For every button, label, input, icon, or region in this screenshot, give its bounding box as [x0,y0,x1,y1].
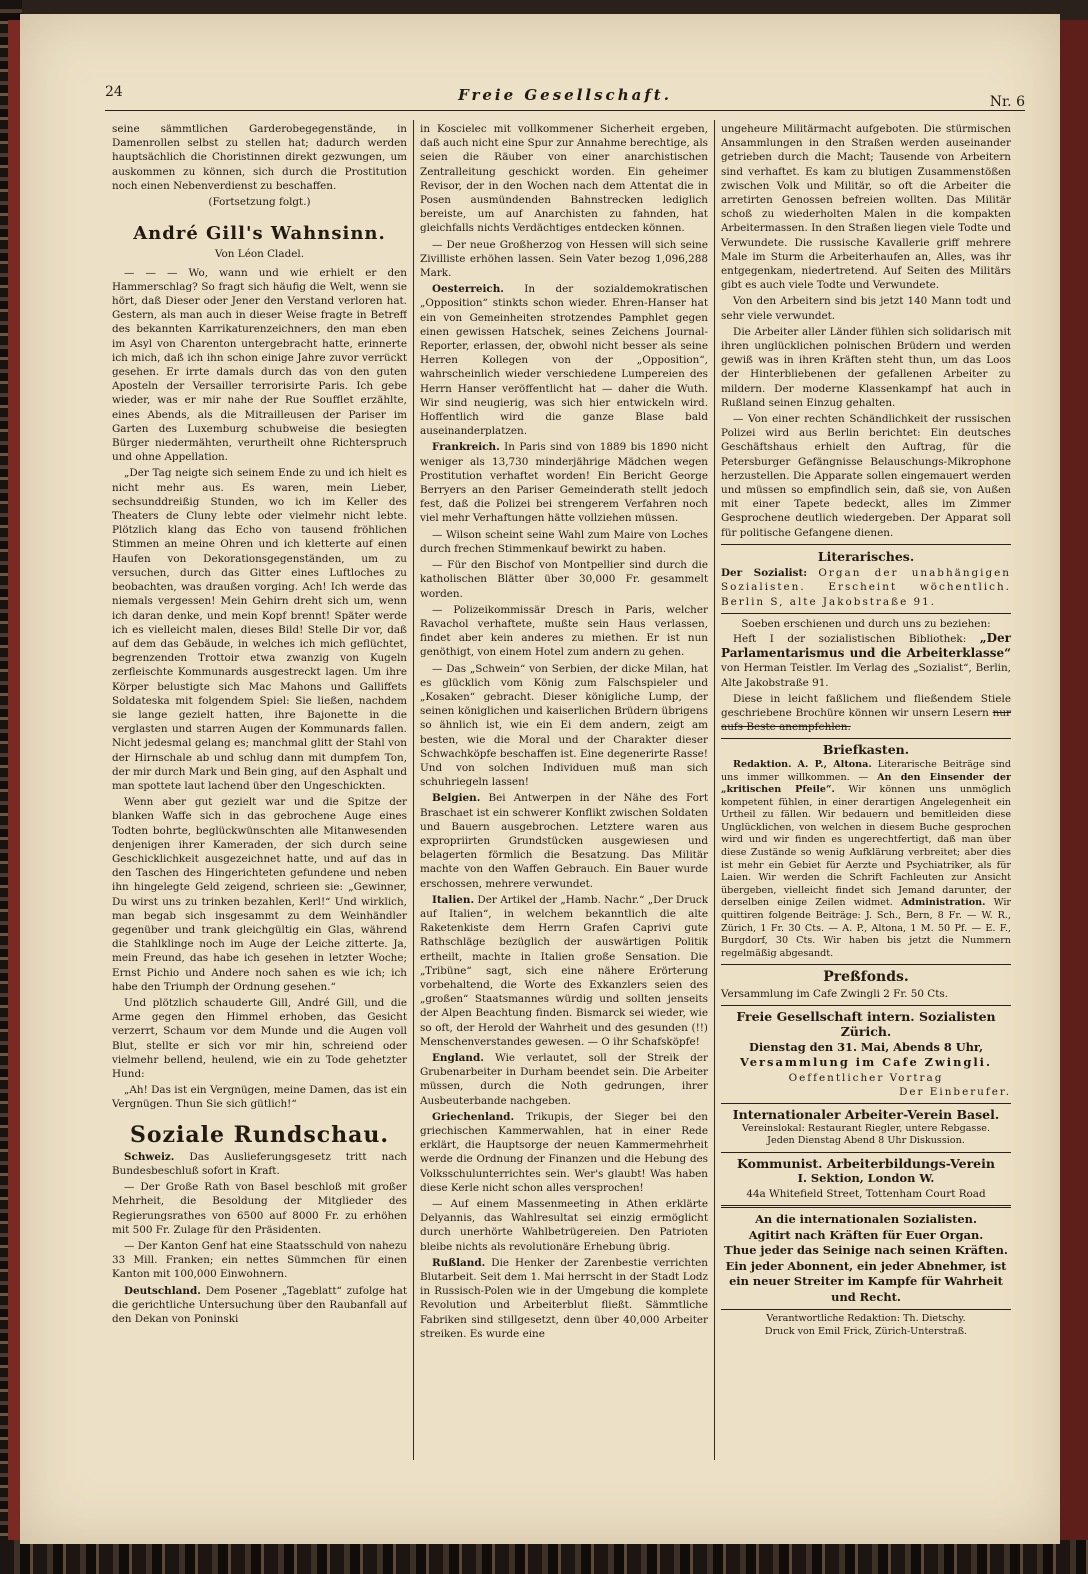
event-title: Kommunist. Arbeiterbildungs-Verein [737,1155,995,1171]
news-text: — Polizeikommissär Dresch in Paris, welcher Ravachol verhaftete, mußte sein Haus verlassen, findet aber kein anderes zu miethen. Er ist nun genöthigt, von einem Hotel zum andern zu gehen. [420,603,708,659]
ad-text: von Herman Teistler. Im Verlag des „Sozialist“, Berlin, Alte Jakobstraße 91. [721,662,1011,689]
book-cover-right [1058,20,1088,1570]
imprint-editor: Verantwortliche Redaktion: Th. Dietschy. [766,1313,966,1325]
ad-text: Heft I der sozialistischen Bibliothek: [733,632,967,645]
country-label: Rußland. [432,1256,486,1269]
page-number: 24 [105,84,123,100]
event-title: Freie Gesellschaft intern. Sozialisten Zürich. [736,1008,996,1040]
letterbox-label: Redaktion. [733,758,792,770]
news-text: Die Henker der Zarenbestie verrichten Blutarbeit. Seit dem 1. Mai herrscht in der Stadt Lodz in Russisch-Polen wie in der Umgebung die komplete Revolution und Arbeiterblut fließt. Sämmtliche Fabriken sind stillgesetzt, denn über 40,000 Arbeiter streiken. Es wurde eine [420,1256,708,1340]
appeal-line: Agitirt nach Kräften für Euer Organ. [748,1227,984,1242]
column-divider-2 [714,120,715,1460]
letterbox-address: A. P., Altona. [797,758,872,770]
news-text: Von den Arbeitern sind bis jetzt 140 Mann todt und sehr viele verwundet. [721,295,1011,322]
news-text: Trikupis, der Sieger bei den griechischen Kammerwahlen, hat in einer Rede erklärt, die Hauptsorge der neuen Kammermehrheit werde die Ordnung der Finanzen und die Hebung des Volksschulunterrichtes sein. Wer's glaubt! Was haben diese Kerle nicht schon alles versprochen! [420,1110,708,1194]
news-text: Wie verlautet, soll der Streik der Grubenarbeiter in Durham beendet sein. Die Arbeiter müssen, durch die Noth gedrungen, ihrer Ausbeuterbande nachgeben. [420,1052,708,1107]
event-date: Dienstag den 31. Mai, Abends 8 Uhr, [748,1039,984,1054]
news-text: In der sozialdemokratischen „Opposition“ stinkts schon wieder. Ehren-Hanser hat ein von Gemeinheiten strotzendes Pamphlet gegen einen gewissen Hatschek, seines Zeichens Journal-Reporter, erlassen, der, obwohl nicht besser als seine Herren Kollegen von der „Opposition“, wahrscheinlich wieder verschiedene Lumpereien des Herrn Hanser veröffentlicht hat — daher die Wuth. Wir sind neugierig, was sich hier entwickeln wird. Hoffentlich wird die ganze Blase bald auseinanderplatzen. [420,283,708,438]
letterbox-text: Wir quittiren folgende Beiträge: J. Sch., Bern, 8 Fr. — W. R., Zürich, 1 Fr. 30 Cts. — A. P., Altona, 1 M. 50 Pf. — E. F., Burgdorf, 30 Cts. Wir haben bis jetzt die Nummern regelmäßig abgesandt. [721,897,1011,959]
ad-text-struck: nur aufs Beste anempfehlen. [721,706,1011,734]
story-paragraph: Wenn aber gut gezielt war und die Spitze der blanken Waffe sich in das gebrochene Auge eines Todten bohrte, beglückwünschten alle Mitanwesenden denjenigen ihrer Kameraden, der sich durch seine Geschicklichkeit ausgezeichnet hatte, und auf das in den Taschen des Hingerichteten gefundene und neben ihn hingelegte Geld zeigend, schrieen sie: „Gewinner, Du wirst uns zu trinken bezahlen, Kerl!“ Und wirklich, man begab sich insgesammt zu dem Weinhändler gegenüber und trank gleichgültig ein Glas, während die Stahlklinge noch im Auge der Leiche zitterte. Ja, mein Freund, das habe ich gesehen in letzter Woche; Ernst Pichio und Andere noch sahen es wie ich; ich habe den Triumph der Ordnung gesehen.“ [112,796,407,993]
story-paragraph: „Ah! Das ist ein Vergnügen, meine Damen, das ist ein Vergnügen. Thun Sie sich gütlich!“ [112,1084,407,1111]
letterbox-text: Literarische Beiträge sind uns immer willkommen. — [721,758,1011,783]
letterbox-recipient: An den Einsender der „kritischen Pfeile“. [721,771,1011,796]
event-signature: Der Einberufer. [899,1086,1011,1099]
story-paragraph: „Der Tag neigte sich seinem Ende zu und ich hielt es nicht mehr aus. Es waren, mein Lieber, sechsunddreißig Stunden, wo ich im Keller des Theaters de Cluny lebte oder vielmehr nicht lebte. Plötzlich klang das Echo von tausend fröhlichen Stimmen an meine Ohren und ich kletterte auf einen Haufen von Dekorationsgegenständen, um zu versuchen, durch das Gitter eines Luftloches zu beobachten, was draußen vorging. Ach! Ich werde das niemals vergessen! Mein Gehirn dreht sich um, wenn ich daran denke, und mein Kopf brennt! Später werde ich es vielleicht malen, dieses Bild! Stelle Dir vor, daß auf dem das Gebäude, in welches ich mich geflüchtet, begrenzenden Trottoir etwa zwanzig von Kugeln zerfleischte Kommunards ausgestreckt lagen. Um ihre Körper belustigte sich Mac Mahons und Galliffets Soldateska mit folgendem Spiel: Sie ließen, nachdem sie lange gezielt hatten, ihre Bajonette in die verglasten und starren Augen der Kommunards fallen. Nicht jedesmal gelang es; manchmal glitt der Stahl von der Hirnschale ab und schlug dann mit dumpfem Ton, der mir durch Mark und Bein ging, auf den Asphalt und man spottete laut lachend über den Ungeschickten. [112,467,407,792]
country-label: Belgien. [432,792,481,805]
page-header [105,82,1025,112]
issue-number: Nr. 6 [989,94,1025,110]
ad-intro: Soeben erschienen und durch uns zu beziehen: [741,617,991,630]
ad-text: Diese in leicht faßlichem und fließendem Stiele geschriebene Brochüre können wir unsern Lesern [721,692,1011,719]
news-text: Das Auslieferungsgesetz tritt nach Bundesbeschluß sofort in Kraft. [112,1150,407,1178]
literature-name: Der Sozialist: [721,567,808,580]
news-text: In Paris sind von 1889 bis 1890 nicht weniger als 13,730 minderjährige Mädchen wegen Prostitution verhaftet worden! Ein Bericht George Berryers an den Pariser Gemeinderath stellt jedoch fest, daß die Polizei bei strengerem Verfahren noch viel mehr Verhaftungen hätte vollziehen müssen. [420,441,708,525]
news-text: Der Artikel der „Hamb. Nachr.“ „Der Druck auf Italien“, in welchem bekanntlich die alte Raketenkiste dem Herrn Grafen Caprivi gute Rathschläge bezüglich der auswärtigen Politik ertheilt, machte in Italien große Sensation. Die „Tribüne“ sagt, sich eine nähere Erörterung vorbehaltend, die Worte des Exkanzlers seien des „großen“ Staatsmannes würdig und sollten jenseits der Alpen Beachtung finden. Bismarck sei wieder, wie so oft, der Herold der Wahrheit und des gesunden (!!) Menschenverstandes gewesen. — O ihr Schafsköpfe! [420,893,708,1048]
country-label: Griechenland. [432,1110,515,1123]
news-text: — Wilson scheint seine Wahl zum Maire von Loches durch frechen Stimmenkauf bewirkt zu haben. [420,528,708,555]
appeal-title: An die internationalen Sozialisten. [755,1212,977,1227]
section-title: Soziale Rundschau. [129,1121,390,1148]
news-text: — Der Kanton Genf hat eine Staatsschuld von nahezu 33 Mill. Franken; ein nettes Sümmchen für einen Kanton mit 100,000 Einwohnern. [112,1240,407,1281]
letterbox-label: Administration. [900,897,986,909]
column-3 [721,122,1011,1492]
column-2 [420,122,708,1492]
news-text: — Von einer rechten Schändlichkeit der russischen Polizei wird aus Berlin berichtet: Ein deutsches Geschäftshaus erhielt den Auftrag, für die Petersburger Gefängnisse Belauschungs-Mikrophone herzustellen. Die Apparate sollen eingemauert werden und müssen so empfindlich sein, daß sie, von Außen mit einer Tapete bedeckt, alles im Zimmer Gesprochene deutlich wiedergeben. Der Apparat soll für politische Gefangene dienen. [721,413,1011,539]
event-talk: Oeffentlicher Vortrag [788,1071,944,1084]
country-label: Frankreich. [432,441,500,454]
story-byline: Von Léon Cladel. [215,248,304,261]
news-text: — Der Große Rath von Basel beschloß mit großer Mehrheit, die Besoldung der Mitglieder des Regierungsrathes von 6500 auf 8000 Fr. zu erhöhen mit 500 Fr. Zulage für den Präsidenten. [112,1181,407,1236]
letterbox-text: Wir können uns unmöglich kompetent fühlen, in einer derartigen Angelegenheit ein Urtheil zu fällen. Wir bedauern und bemitleiden diese Unglücklichen, von welchen in diesem Buche gesprochen wird und wir finden es ungerechtfertigt, daß man über diese Zustände so wenig Aufklärung verbreitet; aber dies ist mehr ein Gebiet für Aerzte und Psychiatriker, als für Laien. Wir werden die Schrift Fachleuten zur Ansicht übergeben, vielleicht findet sich Jemand darunter, der derselben einige Zeilen widmet. [721,784,1011,909]
event-place: Versammlung im Cafe Zwingli. [740,1055,992,1070]
story-title: André Gill's Wahnsinn. [133,223,386,245]
header-rule [105,110,1025,111]
literature-text: Organ der unabhängigen Sozialisten. Erscheint wöchentlich. Berlin S, alte Jakobstraße 91. [721,567,1011,608]
news-text: Dem Posener „Tageblatt“ zufolge hat die gerichtliche Untersuchung über den Raubanfall auf den Dekan von Poninski [112,1284,407,1326]
news-text: — Das „Schwein“ von Serbien, der dicke Milan, hat es glücklich vom König zum Falschspieler und „Kosaken“ gebracht. Dieser königliche Lump, der seinen königlichen und kaiserlichen Brüdern übrigens so ähnlich ist, wie ein Ei dem andern, zeigt am besten, wie die Moral und der Charakter dieser Schwachköpfe beschaffen ist. Eine degenerirte Rasse! Und von solchen Individuen muß man sich schuhriegeln lassen! [420,662,708,789]
news-text: — Für den Bischof von Montpellier sind durch die katholischen Blätter über 30,000 Fr. gesammelt worden. [420,559,708,600]
appeal-text: Thue jeder das Seinige nach seinen Kräften. Ein jeder Abonnent, ein jeder Abnehmer, ist ein neuer Streiter im Kampfe für Wahrheit und Recht. [724,1243,1008,1304]
event-section: I. Sektion, London W. [797,1171,935,1186]
news-text: Die Arbeiter aller Länder fühlen sich solidarisch mit ihren unglücklichen polnischen Brüdern und werden gewiß was in ihren Kräften steht thun, um das Loos der Hinterbliebenen der gefallenen Arbeiter zu mildern. Der moderne Klassenkampf hat auch in Rußland seinen Einzug gehalten. [721,325,1011,409]
country-label: Oesterreich. [432,283,504,296]
imprint-printer: Druck von Emil Frick, Zürich-Unterstraß. [764,1325,968,1337]
story-paragraph: — — — Wo, wann und wie erhielt er den Hammerschlag? So fragt sich häufig die Welt, wenn sie hört, daß Dieser oder Jener den Verstand verloren hat. Gestern, als man auch in dieser Weise fragte in Betreff des bekannten Karrikaturenzeichners, den man eben im Asyl von Charenton untergebracht hatte, erinnerte ich mich, daß ich ihn schon einige Jahre zuvor verrückt gesehen. Er irrte damals durch das von den guten Aposteln der Versailler terrorisirte Paris. Ich gebe wieder, was er mir nahe der Rue Soufflet erzählte, eines Abends, als die Mitrailleusen der Pariser im Garten des Luxemburg schubweise die besiegten Bürger niedermähten, verurtheilt ohne Richterspruch und ohne Appellation. [112,266,407,464]
column-divider-1 [413,120,414,1460]
event-time: Jeden Dienstag Abend 8 Uhr Diskussion. [767,1135,965,1147]
letterbox-heading: Briefkasten. [822,742,910,758]
double-rule [721,1205,1011,1208]
news-text: — Der neue Großherzog von Hessen will sich seine Zivilliste erhöhen lassen. Sein Vater bezog 1,096,288 Mark. [420,238,708,280]
column-1 [112,122,407,1492]
news-text: Bei Antwerpen in der Nähe des Fort Braschaet ist ein schwerer Konflikt zwischen Soldaten und Bauern ausgebrochen. Letztere waren aus expropriirten Grundstücken ausgewiesen und belagerten förmlich die Besatzung. Das Militär machte von den Waffen Gebrauch. Ein Bauer wurde erschossen, mehrere verwundet. [420,792,708,890]
country-label: Deutschland. [124,1284,201,1297]
pressfund-text: Versammlung im Cafe Zwingli 2 Fr. 50 Cts. [721,987,949,1000]
news-text: ungeheure Militärmacht aufgeboten. Die stürmischen Ansammlungen in den Straßen werden auseinander getrieben durch die Macht; Tausende von Arbeitern sind verhaftet. Es kam zu blutigen Zusammenstößen zwischen Volk und Militär, so oft die Arbeiter die arretirten Genossen befreien wollten. Das Militär schoß zu wiederholten Malen in die kompakten Arbeitermassen. In den Straßen liegen viele Todte und Verwundete. Die russische Kavallerie griff mehrere Male im Sturm die Arbeiterhaufen an, Alles, was ihr entgegenkam, niedertretend. Auf Seiten des Militärs gibt es auch viele Todte und Verwundete. [721,123,1011,292]
country-label: England. [432,1052,484,1064]
event-title: Internationaler Arbeiter-Verein Basel. [732,1107,1000,1123]
pressfund-heading: Preßfonds. [823,969,909,986]
country-label: Schweiz. [124,1150,175,1163]
literature-heading: Literarisches. [817,548,915,564]
intro-paragraph: seine sämmtlichen Garderobegegenstände, in Damenrollen selbst zu stellen hat; dadurch werden hauptsächlich die Choristinnen direkt gezwungen, um auskommen zu können, sich durch die Prostitution noch einen Nebenverdienst zu beschaffen. [112,123,407,192]
masthead-title: Freie Gesellschaft. [458,86,672,104]
story-paragraph: Und plötzlich schauderte Gill, André Gill, und die Arme gegen den Himmel erhoben, das Gesicht verzerrt, Schaum vor dem Munde und die Augen voll Blut, stellte er sich vor mir hin, schreiend oder vielmehr bellend, heulend, wie ein zu Tode gehetzter Hund: [112,996,407,1080]
event-address: 44a Whitefield Street, Tottenham Court Road [746,1187,986,1200]
book-bottom-edge [0,1540,1088,1574]
country-label: Italien. [432,893,475,906]
news-text: — Auf einem Massenmeeting in Athen erklärte Delyannis, das Wahlresultat sei einzig ermöglicht durch unerhörte Wahlbetrügereien. Den Patrioten bleibe nichts als revolutionäre Erhebung übrig. [420,1198,708,1253]
news-text: in Koscielec mit vollkommener Sicherheit ergeben, daß auch nicht eine Spur zur Annahme berechtige, als seien die Räuber von einer anarchistischen Zentralleitung geschickt worden. Ein geheimer Revisor, der in den Wochen nach dem Attentat die in Posen ausmündenden Bahnstrecken lediglich bereiste, um auf Anarchisten zu fahnden, hat gleichfalls nichts Verdächtiges entdecken können. [420,123,708,235]
continued-note: (Fortsetzung folgt.) [208,196,311,209]
ad-book-title: „Der Parlamentarismus und die Arbeiterklasse“ [721,630,1011,661]
event-location: Vereinslokal: Restaurant Riegler, untere Rebgasse. [741,1122,991,1134]
